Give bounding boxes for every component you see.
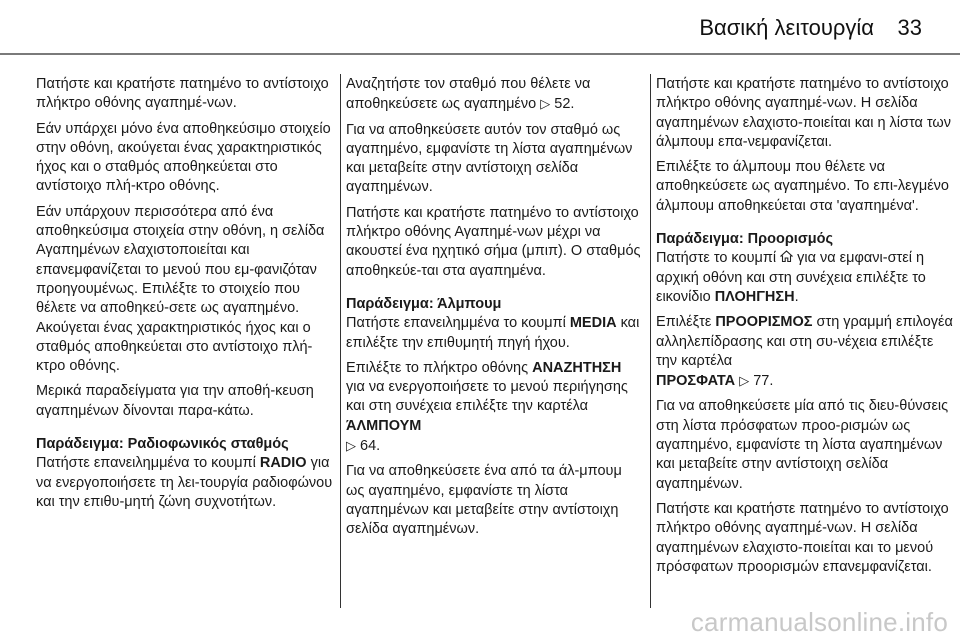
album-tab-label: ΆΛΜΠΟΥΜ [346, 417, 422, 434]
page-number: 33 [897, 15, 922, 40]
paragraph: Επιλέξτε το άλμπουμ που θέλετε να αποθηκεύσετε ως αγαπημένο. Το επι-λεγμένο άλμπουμ αποθηκεύεται στα 'αγαπημένα'. [656, 159, 949, 214]
home-icon [780, 250, 797, 266]
paragraph [656, 313, 954, 391]
media-button-label: MEDIA [569, 315, 617, 332]
page-reference: 52. [554, 96, 575, 113]
section-heading: Παράδειγμα: Ραδιοφωνικός σταθμός [36, 436, 289, 453]
paragraph: Εάν υπάρχουν περισσότερα από ένα αποθηκεύσιμα στοιχεία στην οθόνη, η σελίδα Αγαπημένων ελαχιστοποιείται και επανεμφανίζεται το μενού που εμ-φανιζόταν προηγουμένως. Επιλέξτε το στοιχείο που θέλετε να αποθηκεύ-σετε ως αγαπημένο. Ακούγεται ένας χαρακτηριστικός ήχος και ο σταθμός αποθηκεύεται στο αντίστοιχο πλή-κτρο οθόνης. [36, 203, 325, 375]
recent-tab-label: ΠΡΟΣΦΑΤΑ [656, 373, 736, 390]
text-span: για να ενεργοποιήσετε το μενού περιήγησης και στη συνέχεια επιλέξτε την καρτέλα [346, 379, 628, 415]
page-reference-icon: ▷ [346, 438, 356, 454]
radio-button-label: RADIO [259, 455, 307, 472]
text-span: Επιλέξτε το πλήκτρο οθόνης [346, 359, 529, 376]
text-span: Αναζητήστε τον σταθμό που θέλετε να αποθηκεύσετε ως αγαπημένο [346, 76, 591, 113]
text-column-3 [656, 75, 954, 583]
text-span: για να ενεργοποιήσετε τη λει-τουργία ραδιοφώνου και την επιθυ-μητή ζώνη συχνοτήτων. [36, 455, 333, 510]
paragraph [346, 314, 644, 353]
column-divider-2 [650, 74, 651, 608]
text-span: στη γραμμή επιλογέα αλληλεπίδρασης και στη συ-νέχεια επιλέξτε την καρτέλα [656, 314, 953, 369]
text-span: . [794, 288, 799, 305]
search-button-label: ΑΝΑΖΗΤΗΣΗ [532, 359, 622, 376]
section-heading: Παράδειγμα: Προορισμός [656, 231, 834, 248]
navigation-icon-label: ΠΛΟΗΓΗΣΗ [714, 288, 795, 305]
destination-label: ΠΡΟΟΡΙΣΜΟΣ [715, 314, 813, 331]
paragraph: Εάν υπάρχει μόνο ένα αποθηκεύσιμο στοιχείο στην οθόνη, ακούγεται ένας χαρακτηριστικός ήχος και ο σταθμός αποθηκεύεται στο αντίστοιχο πλή-κτρο οθόνης. [36, 120, 331, 195]
page-reference: 64. [360, 438, 381, 455]
section-heading: Παράδειγμα: Άλμπουμ [346, 295, 502, 312]
watermark: carmanualsonline.info [690, 607, 948, 637]
text-span: Επιλέξτε [656, 314, 712, 331]
paragraph: Πατήστε και κρατήστε πατημένο το αντίστοιχο πλήκτρο οθόνης αγαπημέ-νων. [36, 76, 329, 112]
header-divider [0, 53, 960, 55]
text-span: Πατήστε επανειλημμένα το κουμπί [36, 455, 256, 472]
page-header [0, 0, 960, 54]
column-divider-1 [340, 74, 341, 608]
paragraph [346, 359, 644, 456]
page-reference-icon: ▷ [739, 373, 750, 389]
paragraph [656, 249, 954, 307]
paragraph: Για να αποθηκεύσετε μία από τις διευ-θύνσεις στη λίστα πρόσφατων προο-ρισμών ως αγαπημένο, εμφανίστε τη λίστα αγαπημένων και μεταβείτε στην αντίστοιχη σελίδα αγαπημένων. [656, 398, 949, 492]
page-reference-icon: ▷ [540, 96, 551, 112]
paragraph: Πατήστε και κρατήστε πατημένο το αντίστοιχο πλήκτρο οθόνης αγαπημέ-νων. Η σελίδα αγαπημένων ελαχιστο-ποιείται και η λίστα των άλμπουμ επα-νεμφανίζεται. [656, 76, 951, 150]
text-span: Πατήστε επανειλημμένα το κουμπί [346, 315, 566, 332]
paragraph [36, 454, 334, 512]
paragraph: Για να αποθηκεύσετε αυτόν τον σταθμό ως αγαπημένο, εμφανίστε τη λίστα αγαπημένων και μεταβείτε στην αντίστοιχη σελίδα αγαπημένων. [346, 121, 633, 196]
paragraph: Για να αποθηκεύσετε ένα από τα άλ-μπουμ ως αγαπημένο, εμφανίστε τη λίστα αγαπημένων και μεταβείτε στην αντίστοιχη σελίδα αγαπημένων. [346, 463, 622, 538]
paragraph: Πατήστε και κρατήστε πατημένο το αντίστοιχο πλήκτρο οθόνης αγαπημέ-νων. Η σελίδα αγαπημένων ελαχιστο-ποιείται και το μενού πρόσφατων προορισμών επανεμφανίζεται. [656, 500, 949, 575]
paragraph: Μερικά παραδείγματα για την αποθή-κευση αγαπημένων δίνονται παρα-κάτω. [36, 383, 314, 419]
text-span: και επιλέξτε την επιθυμητή πηγή ήχου. [346, 315, 640, 351]
page-reference: 77. [753, 373, 774, 390]
text-column-2 [346, 75, 644, 546]
text-column-1 [36, 75, 334, 518]
text-span: Πατήστε το κουμπί [656, 250, 777, 267]
paragraph [346, 75, 644, 115]
page-title: Βασική λειτουργία [699, 15, 874, 40]
text-span: για να εμφανι-στεί η αρχική οθόνη και στη συνέχεια επιλέξτε το εικονίδιο [656, 250, 926, 305]
paragraph: Πατήστε και κρατήστε πατημένο το αντίστοιχο πλήκτρο οθόνης Αγαπημέ-νων μέχρι να ακουστεί ένα ηχητικό σήμα (μπιπ). Ο σταθμός αποθηκεύε-ται στα αγαπημένα. [346, 204, 641, 279]
